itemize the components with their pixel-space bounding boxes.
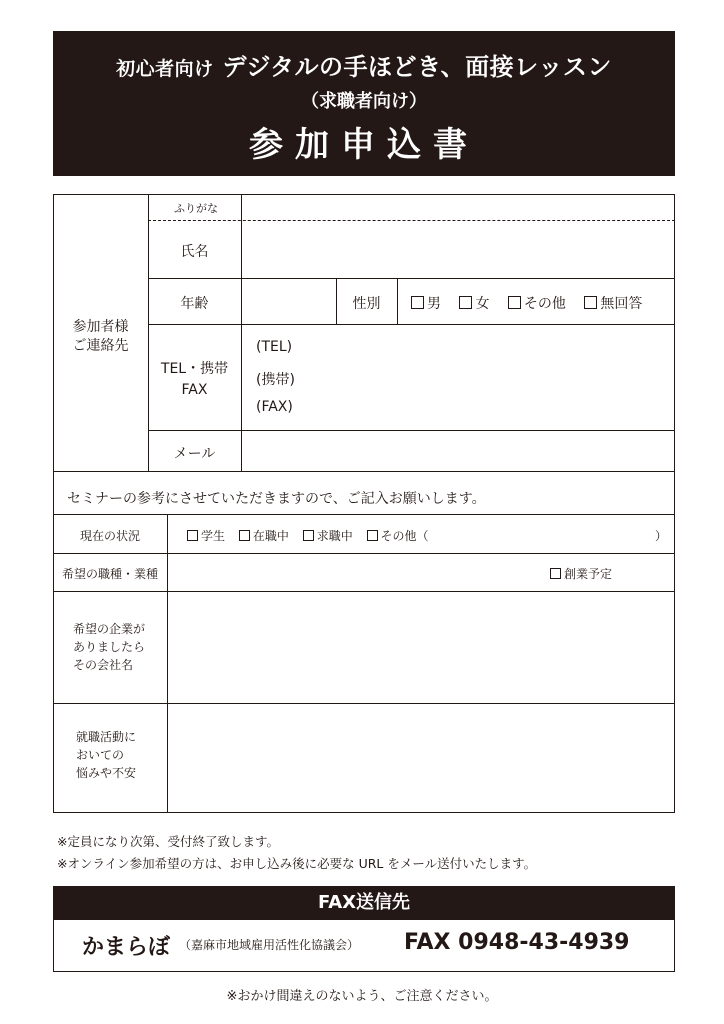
worries-label: 就職活動に おいての 悩みや不安 [76, 730, 137, 780]
startup-option[interactable]: 創業予定 [550, 565, 612, 582]
worries-input[interactable] [168, 704, 674, 812]
checkbox-icon[interactable] [459, 296, 472, 309]
status-option-student[interactable]: 学生 [187, 529, 225, 543]
note-online: ※オンライン参加希望の方は、お申し込み後に必要な URL をメール送付いたします。 [57, 856, 537, 871]
name-label: 氏名 [180, 244, 209, 260]
title-part1: 初心者向け [116, 58, 214, 80]
fax-prefix: (FAX) [256, 399, 293, 415]
company-label: 希望の企業が ありましたら その会社名 [73, 622, 146, 672]
phone-label: TEL・携帯 FAX [160, 361, 229, 398]
gender-option-female[interactable]: 女 [459, 296, 489, 312]
org-name: かまらぼ [82, 935, 171, 960]
job-input[interactable] [168, 554, 538, 590]
mobile-prefix: (携帯) [256, 372, 295, 388]
form-header [53, 31, 675, 176]
org-detail: （嘉麻市地域雇用活性化協議会） [179, 938, 360, 952]
form-header-subtitle: （求職者向け） [301, 91, 427, 112]
status-option-employed[interactable]: 在職中 [239, 529, 289, 543]
checkbox-icon[interactable] [367, 530, 378, 541]
tel-prefix: (TEL) [256, 339, 293, 355]
status-option-job-seeking[interactable]: 求職中 [303, 529, 353, 543]
fax-bar: FAX送信先 [53, 886, 675, 920]
phone-input[interactable] [300, 332, 670, 426]
title-part2: デジタルの手ほどき、面接レッスン [222, 53, 612, 81]
status-label: 現在の状況 [79, 529, 140, 543]
gender-label: 性別 [352, 296, 381, 312]
status-close-paren: ） [655, 529, 668, 543]
gender-option-male[interactable]: 男 [411, 296, 441, 312]
contact-section-label: 参加者様 ご連絡先 [72, 319, 129, 354]
note-capacity: ※定員になり次第、受付終了致します。 [57, 834, 279, 849]
checkbox-icon[interactable] [584, 296, 597, 309]
survey-note: セミナーの参考にさせていただきますので、ご記入お願いします。 [67, 491, 486, 507]
status-option-other[interactable]: その他（ [367, 529, 429, 543]
form-title: 参加申込書 [249, 125, 479, 165]
company-input[interactable] [168, 592, 674, 702]
status-options [187, 527, 429, 544]
checkbox-icon[interactable] [239, 530, 250, 541]
gender-option-no-answer[interactable]: 無回答 [584, 296, 642, 312]
job-label: 希望の職種・業種 [61, 567, 158, 581]
age-label: 年齢 [180, 296, 209, 312]
footer-note: ※おかけ間違えのないよう、ご注意ください。 [226, 989, 498, 1004]
furigana-label: ふりがな [174, 202, 218, 215]
checkbox-icon[interactable] [508, 296, 521, 309]
age-input[interactable] [242, 279, 335, 323]
email-label: メール [173, 446, 216, 462]
gender-option-other[interactable]: その他 [508, 296, 566, 312]
checkbox-icon[interactable] [303, 530, 314, 541]
fax-number: FAX 0948-43-4939 [404, 930, 630, 955]
furigana-input[interactable] [242, 195, 674, 219]
name-input[interactable] [242, 221, 674, 277]
checkbox-icon[interactable] [550, 568, 561, 579]
gender-options [411, 293, 642, 313]
email-input[interactable] [242, 431, 674, 471]
fax-box [53, 920, 675, 972]
form-header-title [53, 47, 675, 82]
checkbox-icon[interactable] [411, 296, 424, 309]
checkbox-icon[interactable] [187, 530, 198, 541]
